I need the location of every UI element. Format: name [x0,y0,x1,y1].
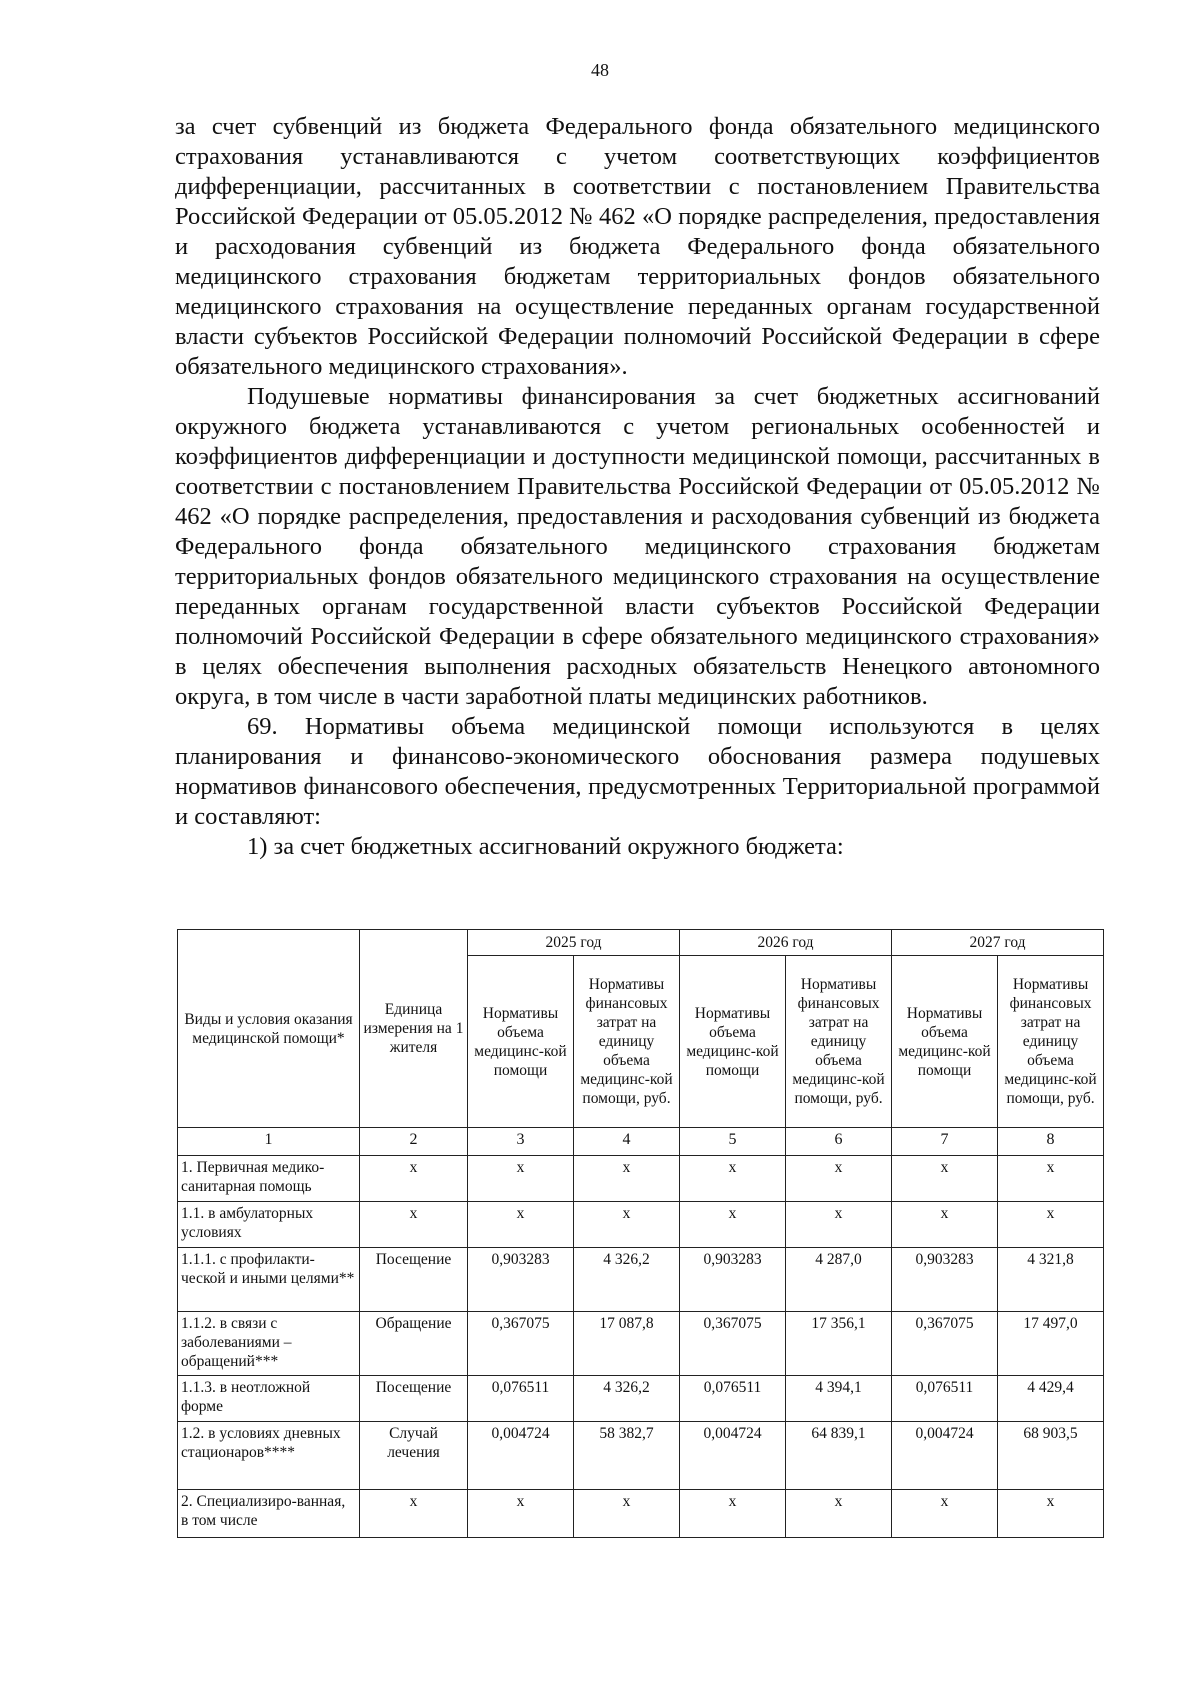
row-label: 1. Первичная медико-санитарная помощь [178,1156,360,1202]
table-row [178,1490,1104,1538]
cost-2027: 4 429,4 [998,1376,1104,1422]
table-row [178,1422,1104,1490]
cost-2026: х [786,1490,892,1538]
row-label: 2. Специализиро-ванная, в том числе [178,1490,360,1538]
header-cost-2026: Нормативы финансовых затрат на единицу объема медицинс-кой помощи, руб. [786,956,892,1128]
volume-2026: х [680,1156,786,1202]
cost-2025: 58 382,7 [574,1422,680,1490]
cost-2027: х [998,1156,1104,1202]
volume-2025: х [468,1202,574,1248]
table-row [178,1376,1104,1422]
volume-2027: 0,076511 [892,1376,998,1422]
header-year-2025: 2025 год [468,930,680,956]
row-label: 1.1.3. в неотложной форме [178,1376,360,1422]
header-cost-2027: Нормативы финансовых затрат на единицу объема медицинс-кой помощи, руб. [998,956,1104,1128]
cost-2025: 4 326,2 [574,1248,680,1312]
header-volume-2027: Нормативы объема медицинс-кой помощи [892,956,998,1128]
paragraph-69: 69. Нормативы объема медицинской помощи используются в целях планирования и финансово-экономического обоснования размера подушевых нормативов финансового обеспечения, предусмотренных Территориальной программой и составляют: [175,713,1100,830]
volume-2026: 0,903283 [680,1248,786,1312]
row-unit: х [360,1202,468,1248]
volume-2027: 0,903283 [892,1248,998,1312]
volume-2026: 0,367075 [680,1312,786,1376]
volume-2027: х [892,1156,998,1202]
header-cost-2025: Нормативы финансовых затрат на единицу объема медицинс-кой помощи, руб. [574,956,680,1128]
volume-2027: 0,004724 [892,1422,998,1490]
page-number: 48 [591,60,609,80]
col-num: 5 [680,1128,786,1156]
row-label: 1.1. в амбулаторных условиях [178,1202,360,1248]
row-unit: Посещение [360,1376,468,1422]
row-label: 1.1.1. с профилакти-ческой и иными целями** [178,1248,360,1312]
cost-2025: х [574,1490,680,1538]
cost-2025: х [574,1156,680,1202]
row-unit: х [360,1156,468,1202]
col-num: 8 [998,1128,1104,1156]
row-label: 1.2. в условиях дневных стационаров**** [178,1422,360,1490]
volume-2026: х [680,1202,786,1248]
cost-2025: х [574,1202,680,1248]
header-volume-2026: Нормативы объема медицинс-кой помощи [680,956,786,1128]
table-row [178,1312,1104,1376]
cost-2025: 17 087,8 [574,1312,680,1376]
medical-care-norms-table [177,929,1104,1538]
cost-2027: 68 903,5 [998,1422,1104,1490]
row-unit: Обращение [360,1312,468,1376]
volume-2027: х [892,1202,998,1248]
volume-2025: 0,367075 [468,1312,574,1376]
col-num: 1 [178,1128,360,1156]
cost-2026: 17 356,1 [786,1312,892,1376]
volume-2025: х [468,1156,574,1202]
paragraph-per-capita-norms: Подушевые нормативы финансирования за счет бюджетных ассигнований окружного бюджета устанавливаются с учетом региональных особенностей и коэффициентов дифференциации и доступности медицинской помощи, рассчитанных в соответствии с постановлением Правительства Российской Федерации от 05.05.2012 № 462 «О порядке распределения, предоставления и расходования субвенций из бюджета Федерального фонда обязательного медицинского страхования бюджетам территориальных фондов обязательного медицинского страхования на осуществление переданных органам государственной власти субъектов Российской Федерации полномочий Российской Федерации в сфере обязательного медицинского страхования» в целях обеспечения выполнения расходных обязательств Ненецкого автономного округа, в том числе в части заработной платы медицинских работников. [175,383,1100,710]
cost-2026: 64 839,1 [786,1422,892,1490]
volume-2026: 0,004724 [680,1422,786,1490]
cost-2027: х [998,1490,1104,1538]
col-num: 6 [786,1128,892,1156]
col-num: 7 [892,1128,998,1156]
document-body [175,112,1100,862]
row-unit: х [360,1490,468,1538]
volume-2025: 0,004724 [468,1422,574,1490]
cost-2027: х [998,1202,1104,1248]
cost-2025: 4 326,2 [574,1376,680,1422]
cost-2026: 4 394,1 [786,1376,892,1422]
table-row [178,1156,1104,1202]
cost-2027: 4 321,8 [998,1248,1104,1312]
volume-2027: 0,367075 [892,1312,998,1376]
header-year-2026: 2026 год [680,930,892,956]
cost-2026: х [786,1202,892,1248]
volume-2026: 0,076511 [680,1376,786,1422]
col-num: 2 [360,1128,468,1156]
volume-2025: 0,076511 [468,1376,574,1422]
row-unit: Случай лечения [360,1422,468,1490]
header-volume-2025: Нормативы объема медицинс-кой помощи [468,956,574,1128]
paragraph-69-item-1: 1) за счет бюджетных ассигнований окружного бюджета: [247,833,844,860]
cost-2026: 4 287,0 [786,1248,892,1312]
volume-2025: 0,903283 [468,1248,574,1312]
col-num: 4 [574,1128,680,1156]
volume-2026: х [680,1490,786,1538]
header-care-type: Виды и условия оказания медицинской помощи* [178,930,360,1128]
table-row [178,1202,1104,1248]
volume-2027: х [892,1490,998,1538]
paragraph-subventions: за счет субвенций из бюджета Федерального фонда обязательного медицинского страхования устанавливаются с учетом соответствующих коэффициентов дифференциации, рассчитанных в соответствии с постановлением Правительства Российской Федерации от 05.05.2012 № 462 «О порядке распределения, предоставления и расходования субвенций из бюджета Федерального фонда обязательного медицинского страхования бюджетам территориальных фондов обязательного медицинского страхования на осуществление переданных органам государственной власти субъектов Российской Федерации полномочий Российской Федерации в сфере обязательного медицинского страхования». [175,113,1100,380]
row-label: 1.1.2. в связи с заболеваниями – обращений*** [178,1312,360,1376]
table-row [178,1248,1104,1312]
col-num: 3 [468,1128,574,1156]
cost-2027: 17 497,0 [998,1312,1104,1376]
column-numbers-row [178,1128,1104,1156]
row-unit: Посещение [360,1248,468,1312]
volume-2025: х [468,1490,574,1538]
cost-2026: х [786,1156,892,1202]
header-unit: Единица измерения на 1 жителя [360,930,468,1128]
header-year-2027: 2027 год [892,930,1104,956]
